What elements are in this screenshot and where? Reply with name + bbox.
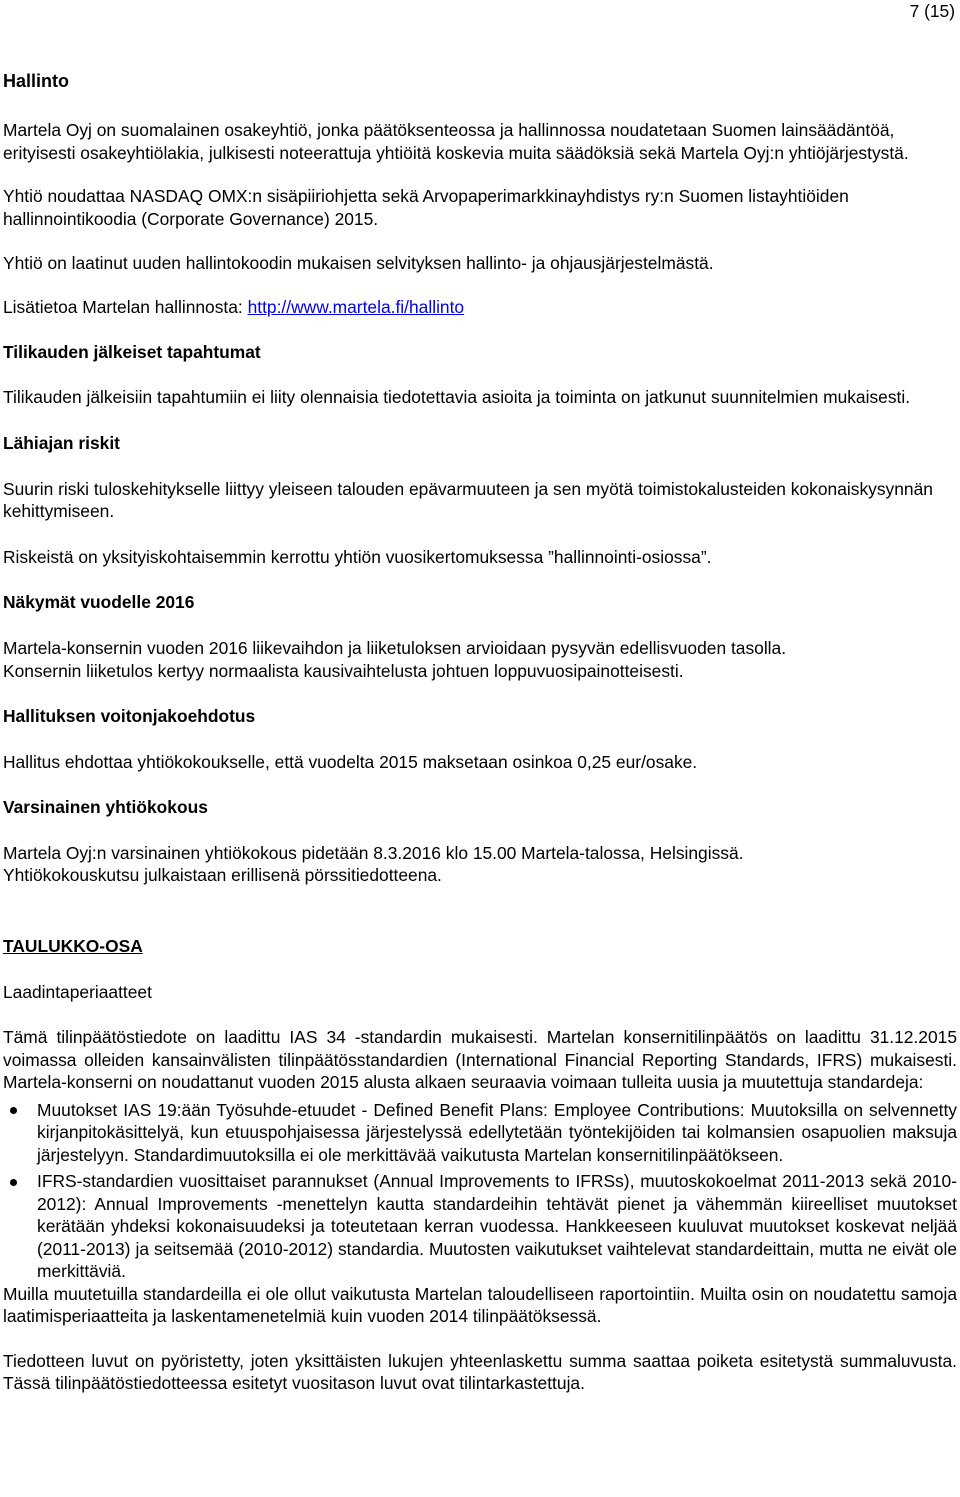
paragraph-hallinto-2: Yhtiö noudattaa NASDAQ OMX:n sisäpiiriohjetta sekä Arvopaperimarkkinayhdistys ry:n Suomen listayhtiöiden hallinnointikoodia (Corporate Governance) 2015. (3, 186, 849, 229)
section-heading-tilikauden: Tilikauden jälkeiset tapahtumat (3, 342, 261, 362)
subheading-laadintaperiaatteet: Laadintaperiaatteet (3, 981, 152, 1002)
paragraph-hallinto-1: Martela Oyj on suomalainen osakeyhtiö, jonka päätöksenteossa ja hallinnossa noudatetaan Suomen lainsäädäntöä, erityisesti osakeyhtiölakia, julkisesti noteerattuja yhtiöitä koskevia muita säädöksiä sekä Martela Oyj:n yhtiöjärjestystä. (3, 120, 909, 163)
paragraph-lahiajan-2: Riskeistä on yksityiskohtaisemmin kerrottu yhtiön vuosikertomuksessa ”hallinnointi-osiossa”. (3, 546, 712, 567)
section-heading-hallinto: Hallinto (3, 71, 69, 91)
list-item (3, 1170, 957, 1283)
section-heading-nakymat: Näkymät vuodelle 2016 (3, 592, 195, 612)
bullet-icon (3, 1170, 23, 1193)
bullet-icon (3, 1099, 23, 1122)
paragraph-taulukko-2: Muilla muutetuilla standardeilla ei ole ollut vaikutusta Martelan taloudelliseen raportointiin. Muilta osin on noudatettu samoja laatimisperiaatteita ja laskentamenetelmiä kuin vuoden 2014 tilinpäätöksessä. (3, 1283, 957, 1326)
paragraph-nakymat-2: Konsernin liiketulos kertyy normaalista kausivaihtelusta johtuen loppuvuosipainotteisesti. (3, 660, 684, 681)
paragraph-tilikauden-1: Tilikauden jälkeisiin tapahtumiin ei liity olennaisia tiedotettavia asioita ja toiminta on jatkunut suunnitelmien mukaisesti. (3, 387, 911, 407)
paragraph-hallinto-3: Yhtiö on laatinut uuden hallintokoodin mukaisen selvityksen hallinto- ja ohjausjärjestelmästä. (3, 253, 714, 273)
paragraph-voitonjako-1: Hallitus ehdottaa yhtiökokoukselle, että vuodelta 2015 maksetaan osinkoa 0,25 eur/osake. (3, 752, 698, 772)
section-heading-taulukko: TAULUKKO-OSA (3, 935, 143, 956)
paragraph-taulukko-3: Tiedotteen luvut on pyöristetty, joten yksittäisten lukujen yhteenlaskettu summa saattaa poiketa esitetystä summaluvusta. Tässä tilinpäätöstiedotteessa esitetyt vuositason luvut ovat tilintarkastettuja. (3, 1350, 957, 1393)
paragraph-taulukko-1: Tämä tilinpäätöstiedote on laadittu IAS 34 -standardin mukaisesti. Martelan konsernitilinpäätös on laadittu 31.12.2015 voimassa olleiden kansainvälisten tilinpäätösstandardien (International Financial Reporting Standards, IFRS) mukaisesti. Martela-konserni on noudattanut vuoden 2015 alusta alkaen seuraavia voimaan tulleita uusia ja muutettuja standardeja: (3, 1027, 957, 1092)
section-heading-yhtiokokous: Varsinainen yhtiökokous (3, 796, 208, 817)
paragraph-nakymat-1: Martela-konsernin vuoden 2016 liikevaihdon ja liiketuloksen arvioidaan pysyvän edellisvuoden tasolla. (3, 638, 787, 658)
paragraph-yhtiokokous-2: Yhtiökokouskutsu julkaistaan erillisenä pörssitiedotteena. (3, 865, 442, 885)
section-heading-voitonjako: Hallituksen voitonjakoehdotus (3, 706, 256, 726)
paragraph-lahiajan-1: Suurin riski tuloskehitykselle liittyy yleiseen talouden epävarmuuteen ja sen myötä toimistokalusteiden kokonaiskysynnän kehittymiseen. (3, 478, 933, 521)
governance-link[interactable]: http://www.martela.fi/hallinto (247, 296, 465, 317)
list-item-text: Muutokset IAS 19:ään Työsuhde-etuudet - Defined Benefit Plans: Employee Contributions: Muutoksilla on selvennetty kirjanpitokäsittelyä, kun etuuspohjaisessa järjestelyssä edellytetään työntekijöiden tai kolmansien osapuolien maksuja järjestelyyn. Standardimuutoksilla ei ole merkittävää vaikutusta Martelan konsernitilinpäätökseen. (37, 1099, 957, 1165)
page-number: 7 (15) (909, 1, 955, 21)
section-heading-lahiajan: Lähiajan riskit (3, 432, 120, 453)
governance-link-label: Lisätietoa Martelan hallinnosta: (3, 296, 248, 317)
document-body (3, 70, 957, 1395)
list-item-text: IFRS-standardien vuosittaiset parannukset (Annual Improvements to IFRSs), muutoskokoelmat 2011-2013 sekä 2010-2012): Annual Improvements -menettelyn kautta standardeihin tehtävät pienet ja vähemmän kiireelliset muutokset kerätään yhdeksi kokonaisuudeksi ja toteutetaan kerran vuodessa. Hankkeeseen kuuluvat muutokset koskevat neljää (2011-2013) ja seitsemää (2010-2012) standardia. Muutosten vaikutukset vaihtelevat standardeittain, mutta ne eivät ole merkittäviä. (37, 1171, 957, 1281)
standards-list (3, 1099, 957, 1283)
paragraph-yhtiokokous-1: Martela Oyj:n varsinainen yhtiökokous pidetään 8.3.2016 klo 15.00 Martela-talossa, Helsingissä. (3, 842, 744, 863)
paragraph-hallinto-4 (3, 296, 957, 319)
list-item (3, 1099, 957, 1167)
